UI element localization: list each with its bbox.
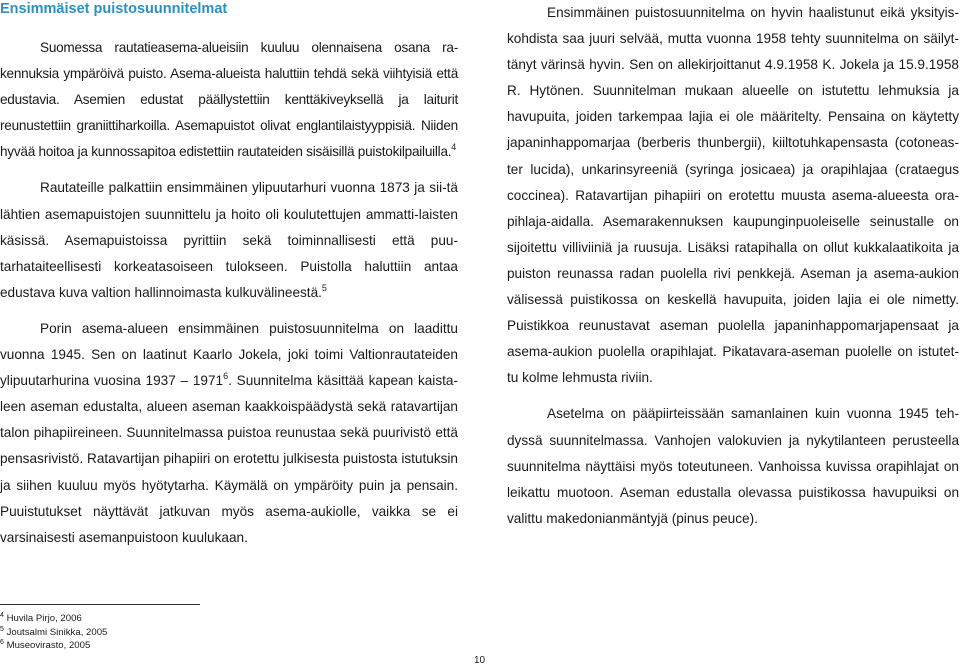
footnotes (0, 612, 107, 653)
right-paragraph-1: Ensimmäinen puistosuunnitelma on hyvin haalistunut eikä yksityis-kohdista saa juuri selvää, mutta vuonna 1958 tehty suunnitelma on säilyt-tänyt värinsä hyvin. Sen on allekirjoittanut 4.9.1958 K. Jokela ja 15.9.1958 R. Hytönen. Suunnitelman mukaan alueelle on istutettu lehmuksia ja havupuita, joiden tarkempaa lajia ei ole määritelty. Pensaina on käytetty japaninhappomarjaa (berberis thunbergii), kiiltotuhkapensasta (cotoneas-ter lucida), unkarinsyreeniä (syringa josicaea) ja orapihlajaa (crataegus coccinea). Ratavartijan pihapiiri on erotettu muusta asema-alueesta ora-pihlaja-aidalla. Asemarakennuksen kaupunginpuoleiselle seinustalle on sijoitettu villiviiniä ja ruusuja. Lisäksi ratapihalla on ollut kukkalaatikoita ja puiston reunassa radan puolella rivi penkkejä. Aseman ja asema-aukion välisessä puistikossa on keskellä havupuita, joiden lajia ei ole nimetty. Puistikkoa reunustavat aseman puolella japaninhappomarjapensaat ja asema-aukion puolella orapihlajat. Pikatavara-aseman puolelle on istutet-tu kolme lehmusta riviin. (507, 5, 959, 386)
year-range-end: 1971 (192, 373, 224, 389)
footnote-item (0, 612, 107, 626)
left-paragraph-2 (0, 175, 458, 305)
footnote-number: 5 (0, 625, 4, 633)
footnote-item (0, 626, 107, 640)
left-paragraph-1 (0, 35, 458, 165)
left-paragraph-3-text-a: Porin asema-alueen ensimmäinen puistosuunnitelma on laadittu vuonna 1945. Sen on laatinut Kaarlo Jokela, joki toimi Valtionrautateiden ylipuutarhurina vuosina 1937 (0, 320, 458, 389)
left-paragraph-3 (0, 316, 458, 551)
footnote-text: Museovirasto, 2005 (6, 640, 91, 652)
footnote-ref-6: 6 (223, 371, 229, 382)
footnote-ref-4: 4 (451, 142, 457, 153)
footnote-ref-5: 5 (321, 282, 327, 293)
left-paragraph-3-text-b: . Suunnitelma käsittää kapean kaista-leen aseman edustalta, alueen aseman kaakkoispäädystä sekä ratavartijan talon pihapiireineen. Suunnitelmassa puistoa reunustaa sekä puurivistö että pensasrivistö. Ratavartijan pihapiiri on erotettu julkisesta puistosta istutuksin ja siihen kuuluu myös hyötytarha. Käymälä on ympäröity puin ja pensain. Puuistutukset näyttävät jatkuvan myös asema-aukiolle, vaikka se ei varsinaisesti asemanpuistoon kuulukaan. (0, 373, 458, 545)
footnote-number: 6 (0, 639, 4, 647)
section-heading: Ensimmäiset puistosuunnitelmat (0, 1, 228, 17)
footnote-text: Huvila Pirjo, 2006 (6, 613, 82, 624)
left-paragraph-1-text: Suomessa rautatieasema-alueisiin kuuluu olennaisena osana ra-kennuksia ympäröivä puisto. Asema-alueista haluttiin tehdä sekä viihtyisiä että edustavia. Asemien edustat päällystettiin kenttäkiveyksellä ja laiturit reunustettiin graniittiharkoilla. Asemapuistot olivat englantilaistyyppisiä. Niiden hyvää hoitoa ja kunnossapitoa edistettiin rautateiden sisäisillä puistokilpailuilla. (0, 40, 458, 160)
right-paragraph-2: Asetelma on pääpiirteissään samanlainen kuin vuonna 1945 teh-dyssä suunnitelmassa. Vanhojen valokuvien ja nykytilanteen perusteella suunnitelma näyttäisi myös toteutuneen. Vanhoissa kuvissa orapihlajat on leikattu muotoon. Aseman edustalla olevassa puistikossa havupuiksi on valittu makedonianmäntyjä (pinus peuce). (507, 406, 959, 526)
footnote-text: Joutsalmi Sinikka, 2005 (6, 626, 108, 638)
left-paragraph-2-text: Rautateille palkattiin ensimmäinen ylipuutarhuri vuonna 1873 ja sii-tä lähtien asemapuistojen suunnittelu ja hoito oli koulutettujen ammatti-laisten käsissä. Asemapuistoissa pyrittiin sekä toiminnallisesti että puu-tarhataiteellisesti korkeatasoiseen tulokseen. Puistolla haluttiin antaa edustava kuva valtion hallinnoimasta kulkuvälineestä. (0, 180, 458, 300)
year-range-dash: – (175, 373, 193, 389)
left-column (0, 35, 458, 551)
footnote-item (0, 639, 107, 653)
footnote-separator (0, 604, 200, 605)
right-column (507, 0, 959, 532)
page-number: 10 (474, 655, 486, 666)
footnote-number: 4 (0, 612, 4, 619)
